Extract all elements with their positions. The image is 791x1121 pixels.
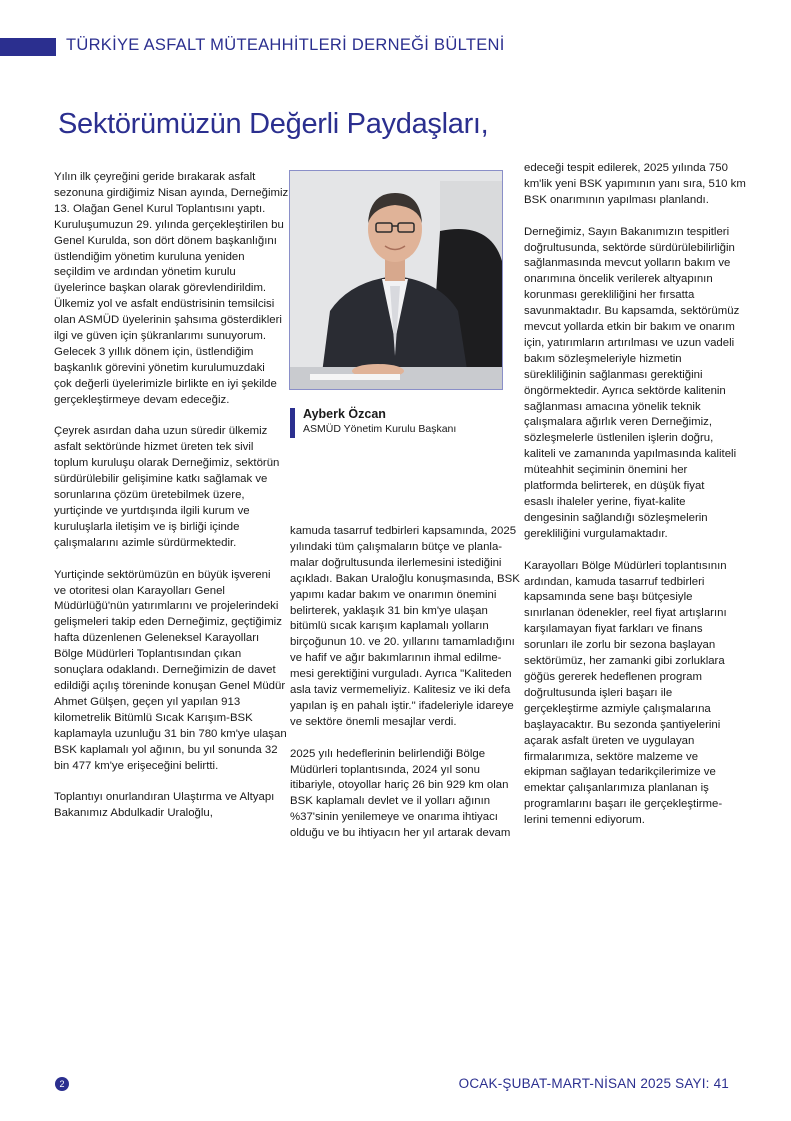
text-line: Bölge Müdürleri Toplantısından çıkan bbox=[54, 648, 242, 661]
portrait-image bbox=[290, 171, 502, 389]
text-line: çok değerli üyelerimizle birlikte en iyi şekilde bbox=[54, 377, 277, 390]
text-line: Bakanımız Abdulkadir Uraloğlu, bbox=[54, 807, 213, 820]
text-line: gelişmeleri takip eden Derneğimiz, geçtiğimiz bbox=[54, 616, 282, 629]
text-line: mevcut yollarda etkin bir bakım ve onarım bbox=[524, 321, 735, 334]
text-line: olduğu ve bu ihtiyacın her yıl artarak devam bbox=[290, 827, 511, 840]
text-line: üstlendiğim yönetim kuruluna yeniden bbox=[54, 250, 245, 263]
text-line: Yurtiçinde sektörümüzün en büyük işvereni bbox=[54, 568, 271, 581]
text-line: için, yatırımların artırılması ve uzun vadeli bbox=[524, 336, 735, 349]
issue-info: OCAK-ŞUBAT-MART-NİSAN 2025 SAYI: 41 bbox=[458, 1076, 729, 1091]
text-line: gerekliliğini vurgulamaktadır. bbox=[524, 527, 668, 540]
text-line: BSK kaplamalı yol ağının, bu yıl sonunda 32 bbox=[54, 743, 278, 756]
text-line: onarımına öncelik verilerek altyapının bbox=[524, 273, 713, 286]
text-line: Yılın ilk çeyreğini geride bırakarak asfalt bbox=[54, 171, 256, 183]
text-line: açıkladı. Bakan Uraloğlu konuşmasında, BSK bbox=[290, 572, 520, 585]
text-line: doğrultusunda işleri başarı ile bbox=[524, 686, 673, 699]
text-line: kamuda tasarruf tedbirleri kapsamında, 2025 bbox=[290, 525, 517, 537]
text-line: Çeyrek asırdan daha uzun süredir ülkemiz bbox=[54, 425, 268, 438]
text-line: Genel Kurulda, son dört dönem başkanlığını bbox=[54, 234, 277, 247]
text-line: programlarını başarı ile gerçekleştirme- bbox=[524, 798, 723, 811]
text-line: kaplamayla uzunluğu 31 bin 780 km'ye ulaşan bbox=[54, 727, 287, 740]
text-line: sağlanmasında mevcut yolların bakım ve bbox=[524, 257, 731, 270]
text-line: sürdürülebilir gelişimine katkı sağlamak ve bbox=[54, 473, 268, 486]
paragraph bbox=[54, 790, 279, 822]
text-line: çalışmalarını azimle sürdürmektedir. bbox=[54, 536, 237, 549]
text-line: Kuruluşumuzun 29. yılında gerçekleştirilen bu bbox=[54, 218, 284, 231]
text-line: platformda belirterek, en düşük fiyat bbox=[524, 480, 705, 493]
text-line: Ahmet Gülşen, geçen yıl yapılan 913 bbox=[54, 695, 241, 708]
text-line: sorunları ile zorlu bir sezona başlayan bbox=[524, 639, 716, 652]
paragraph bbox=[524, 559, 749, 829]
text-line: kaliteli ve zamanında yapılmasında kaliteli bbox=[524, 448, 737, 461]
text-line: Gelecek 3 yıllık dönem için, üstlendiğim bbox=[54, 345, 254, 358]
text-line: üyelerince başkan olarak görevlendirildim. bbox=[54, 282, 267, 295]
text-line: Müdürleri toplantısında, 2024 yıl sonu bbox=[290, 763, 480, 776]
text-line: 13. Olağan Genel Kurul Toplantısını yaptı. bbox=[54, 202, 266, 215]
text-line: BSK onarımının yapılması planlandı. bbox=[524, 193, 709, 206]
text-line: sonuçlara odaklandı. Derneğimizin de davet bbox=[54, 664, 276, 677]
text-line: Ülkemiz yol ve asfalt endüstrisinin temsilcisi bbox=[54, 298, 275, 311]
text-line: km'lik yeni BSK yapımının yanı sıra, 510 km bbox=[524, 177, 746, 190]
text-line: olan ASMÜD üyelerinin şahsıma gösterdikleri bbox=[54, 314, 282, 327]
text-line: ve otoritesi olan Karayolları Genel bbox=[54, 584, 225, 597]
text-line: 2025 yılı hedeflerinin belirlendiği Bölge bbox=[290, 747, 486, 760]
text-line: Müdürlüğü'nün yatırımlarını ve projelerindeki bbox=[54, 600, 279, 613]
text-line: %37'sinin yenilemeye ve onarıma ihtiyacı bbox=[290, 811, 498, 824]
text-line: Toplantıyı onurlandıran Ulaştırma ve Altyapı bbox=[54, 791, 275, 804]
text-line: toplum kuruluşu olarak Derneğimiz, sektörün bbox=[54, 457, 280, 470]
article-column-2 bbox=[290, 524, 520, 858]
text-line: sorunlarına çözüm üretebilmek üzere, bbox=[54, 489, 245, 502]
text-line: başlayacaktır. Bu sezonda şantiyelerini bbox=[524, 718, 721, 731]
text-line: bin 477 km'ye erişeceğini belirtti. bbox=[54, 759, 219, 772]
text-line: karşılamayan fiyat farkları ve finans bbox=[524, 623, 703, 636]
paragraph bbox=[524, 225, 749, 543]
header-accent-bar bbox=[0, 38, 56, 56]
text-line: doğrultusunda, sektörde sürdürülebilirliğin bbox=[524, 241, 735, 254]
text-line: asfalt sektöründe hizmet üreten tek sivil bbox=[54, 441, 254, 454]
text-line: asla taviz vermemeliyiz. Kalitesiz ve iki defa bbox=[290, 684, 511, 697]
page-number: 2 bbox=[55, 1077, 69, 1091]
portrait-name: Ayberk Özcan bbox=[303, 407, 386, 421]
portrait-role: ASMÜD Yönetim Kurulu Başkanı bbox=[303, 423, 457, 435]
text-line: sürekliliğinin sağlanması gerektiğini bbox=[524, 368, 703, 381]
text-line: belirterek, yaklaşık 31 bin km'ye ulaşan bbox=[290, 604, 488, 617]
text-line: göğüs gererek hedeflenen program bbox=[524, 670, 702, 683]
text-line: ekipman sağlayan tedarikçilerimize ve bbox=[524, 766, 716, 779]
text-line: malar doğrultusunda ilerlemesini istediğini bbox=[290, 556, 502, 569]
text-line: sezonuna girdiğimiz Nisan ayında, Derneğimiz bbox=[54, 186, 289, 199]
text-line: ve hafif ve ağır bakımlarının ihmal edilme- bbox=[290, 652, 502, 665]
text-line: sağlanması amacına yönelik teknik bbox=[524, 400, 701, 413]
text-line: gerçekleştirmeye devam edeceğiz. bbox=[54, 393, 230, 406]
text-line: yapılan iş en pahalı iştir." ifadeleriyle idareye bbox=[290, 699, 514, 712]
text-line: BSK kaplamalı devlet ve il yolları ağının bbox=[290, 795, 491, 808]
text-line: yapımı kadar bakım ve onarımın önemini bbox=[290, 588, 497, 601]
portrait-photo bbox=[289, 170, 503, 390]
text-line: sektörümüz, her zamanki gibi zorluklara bbox=[524, 655, 725, 668]
paragraph bbox=[54, 170, 289, 409]
paragraph bbox=[54, 568, 287, 775]
text-line: birçoğunun 10. ve 20. yıllarını tamamladığını bbox=[290, 636, 515, 649]
text-line: savunmaktadır. Bu kapsamda, sektörümüz bbox=[524, 305, 740, 318]
text-line: emektar çalışanlarımıza planlanan iş bbox=[524, 782, 709, 795]
paragraph bbox=[290, 747, 511, 842]
text-line: yılındaki tüm çalışmaların bütçe ve planla- bbox=[290, 540, 503, 553]
article-column-3 bbox=[524, 161, 749, 845]
text-line: edeceği tespit edilerek, 2025 yılında 750 bbox=[524, 162, 728, 174]
text-line: ilgi ve güven için şükranlarımı sunuyorum. bbox=[54, 330, 267, 343]
text-line: bitümlü sıcak karışım kaplamalı yolların bbox=[290, 620, 489, 633]
text-line: gerçekleştirme azmiyle çalışmalarına bbox=[524, 702, 711, 715]
text-line: Derneğimiz, Sayın Bakanımızın tespitleri bbox=[524, 225, 730, 238]
text-line: seçildim ve ardından yönetim kurulu bbox=[54, 266, 236, 279]
article-column-1 bbox=[54, 170, 289, 838]
text-line: yurtiçinde ve yurtdışında ilgili kurum ve bbox=[54, 505, 250, 518]
text-line: Karayolları Bölge Müdürleri toplantısının bbox=[524, 559, 727, 572]
text-line: kuruluşlarla iletişim ve iş birliği içinde bbox=[54, 520, 240, 533]
text-line: firmalarımıza, sektöre malzeme ve bbox=[524, 750, 699, 763]
text-line: kilometrelik Bitümlü Sıcak Karışım-BSK bbox=[54, 711, 253, 724]
text-line: mesi gerektiğini vurguladı. Ayrıca "Kaliteden bbox=[290, 668, 512, 681]
text-line: bakım sözleşmeleriyle hizmetin bbox=[524, 352, 682, 365]
article-title: Sektörümüzün Değerli Paydaşları, bbox=[58, 108, 489, 140]
text-line: sözleşmelerle üstlenilen işlerin doğru, bbox=[524, 432, 714, 445]
paragraph bbox=[524, 161, 749, 209]
text-line: hafta düzenlenen Geleneksel Karayolları bbox=[54, 632, 260, 645]
paragraph bbox=[290, 524, 520, 731]
text-line: ve sektöre önemli mesajlar verdi. bbox=[290, 715, 457, 728]
text-line: edildiği açılış töreninde konuşan Genel Müdür bbox=[54, 679, 286, 692]
text-line: lerini temenni ediyorum. bbox=[524, 814, 645, 827]
text-line: itibariyle, otoyollar hariç 26 bin 929 km olan bbox=[290, 779, 509, 792]
text-line: esaslı ihaleler yerine, fiyat-kalite bbox=[524, 496, 686, 509]
text-line: ardından, kamuda tasarruf tedbirleri bbox=[524, 575, 705, 588]
text-line: korunması gerekliliğini her fırsatta bbox=[524, 289, 695, 302]
text-line: öngörmektedir. Ayrıca sektörde kalitenin bbox=[524, 384, 726, 397]
text-line: sınırlanan ödenekler, reel fiyat artışlarını bbox=[524, 607, 727, 620]
text-line: başkanlık görevini yönetim kurulumuzdaki bbox=[54, 361, 265, 374]
text-line: çalışmalara ağırlık veren Derneğimiz, bbox=[524, 416, 713, 429]
text-line: müteahhit seçiminin önemini her bbox=[524, 464, 688, 477]
caption-accent-bar bbox=[290, 408, 295, 438]
text-line: kapsamında sene başı bütçesiyle bbox=[524, 591, 693, 604]
text-line: açarak asfalt üreten ve uygulayan bbox=[524, 734, 695, 747]
paragraph bbox=[54, 424, 279, 551]
text-line: dengesinin sağlandığı sözleşmelerin bbox=[524, 511, 708, 524]
bulletin-title: TÜRKİYE ASFALT MÜTEAHHİTLERİ DERNEĞİ BÜLTENİ bbox=[66, 36, 505, 54]
